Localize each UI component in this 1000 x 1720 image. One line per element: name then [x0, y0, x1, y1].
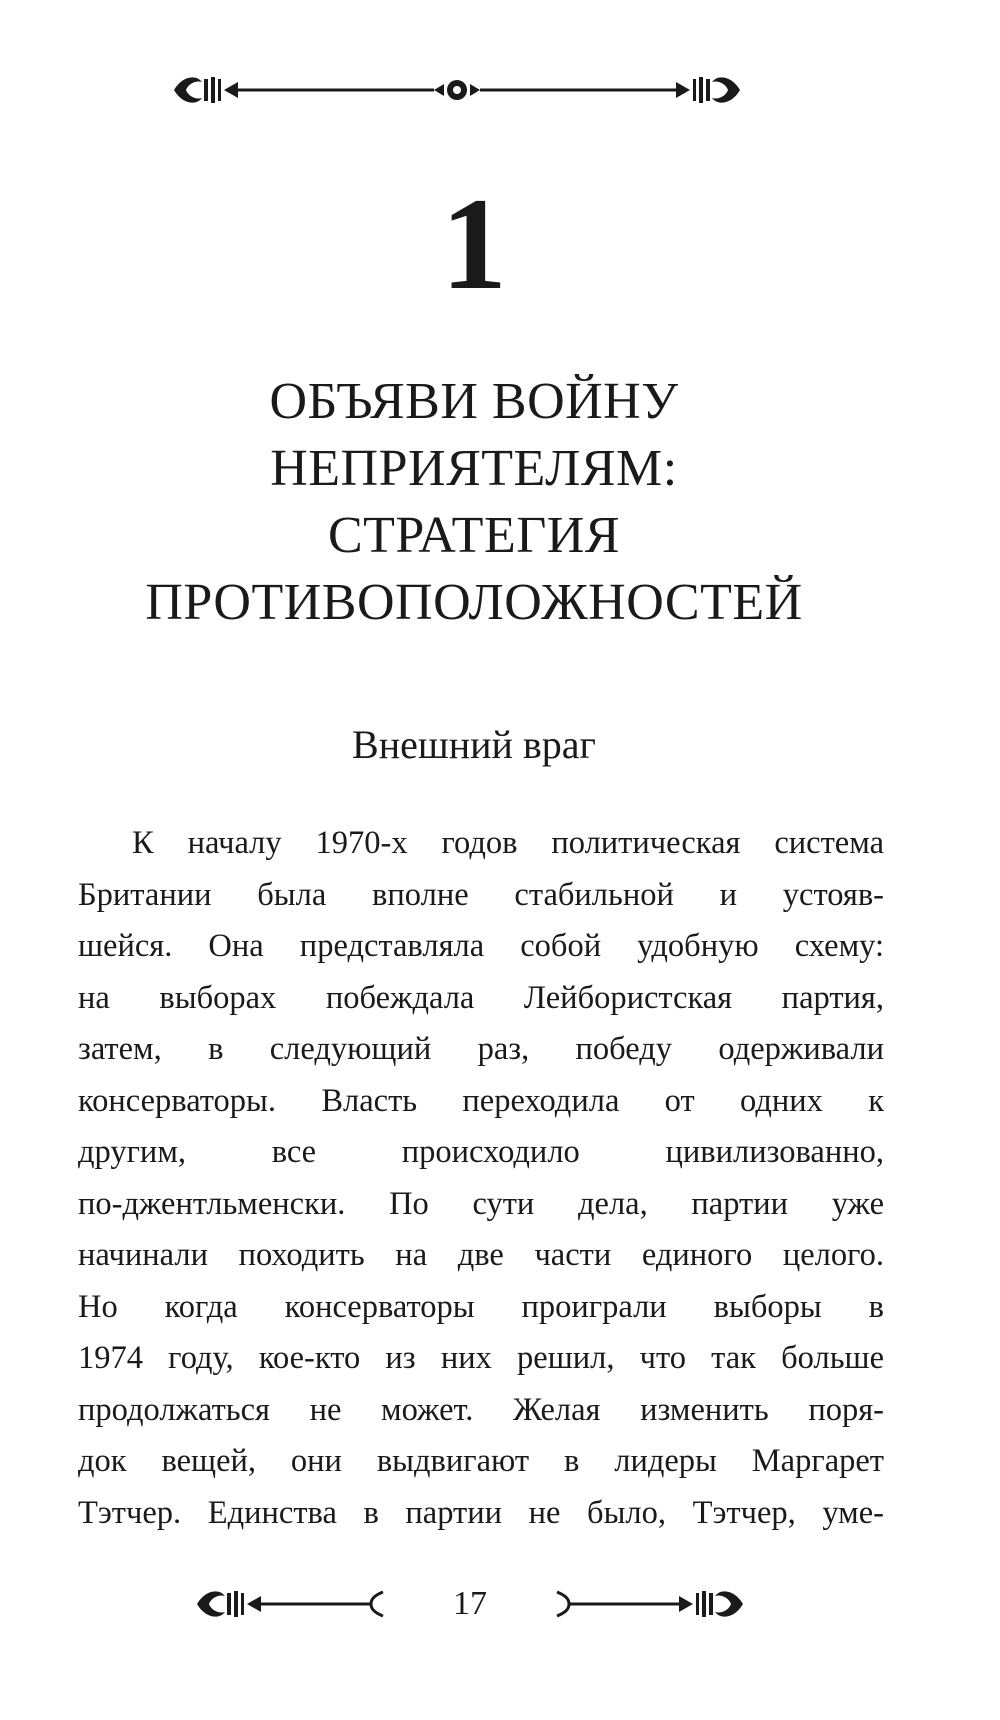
chapter-title-line: СТРАТЕГИЯ	[327, 507, 621, 564]
chapter-title	[60, 368, 888, 636]
body-line: Тэтчер. Единства в партии не было, Тэтчер, уме-	[78, 1494, 884, 1531]
body-line: по-джентльменски. По сути дела, партии уже	[78, 1185, 884, 1222]
page-number: 17	[453, 1585, 487, 1622]
ornamental-flourish-icon	[195, 1584, 395, 1624]
body-line: другим, все происходило цивилизованно,	[78, 1134, 884, 1170]
body-line: 1974 году, кое-кто из них решил, что так больше	[78, 1340, 884, 1376]
chapter-title-line: НЕПРИЯТЕЛЯМ:	[270, 440, 678, 497]
chapter-title-line: ОБЪЯВИ ВОЙНУ	[269, 373, 679, 430]
body-line: Британии была вполне стабильной и устояв-	[78, 876, 884, 913]
body-line: Но когда консерваторы проиграли выборы в	[78, 1288, 884, 1325]
ornamental-flourish-icon	[545, 1584, 745, 1624]
body-line: шейся. Она представляла собой удобную схему:	[78, 928, 884, 964]
body-line: затем, в следующий раз, победу одерживали	[78, 1031, 884, 1067]
chapter-number: 1	[441, 170, 507, 317]
chapter-title-line: ПРОТИВОПОЛОЖНОСТЕЙ	[145, 574, 803, 631]
body-line: продолжаться не может. Желая изменить поря-	[78, 1391, 884, 1428]
body-line: док вещей, они выдвигают в лидеры Маргарет	[78, 1443, 884, 1479]
body-line: К началу 1970-х годов политическая система	[132, 825, 884, 861]
body-paragraph	[78, 818, 884, 1539]
ornamental-divider-icon	[172, 70, 742, 110]
body-line: начинали походить на две части единого целого.	[78, 1237, 884, 1273]
body-line: на выборах побеждала Лейбористская партия,	[78, 979, 884, 1016]
page-footer	[195, 1580, 745, 1630]
body-line: консерваторы. Власть переходила от одних к	[78, 1082, 884, 1119]
section-heading: Внешний враг	[352, 722, 596, 767]
